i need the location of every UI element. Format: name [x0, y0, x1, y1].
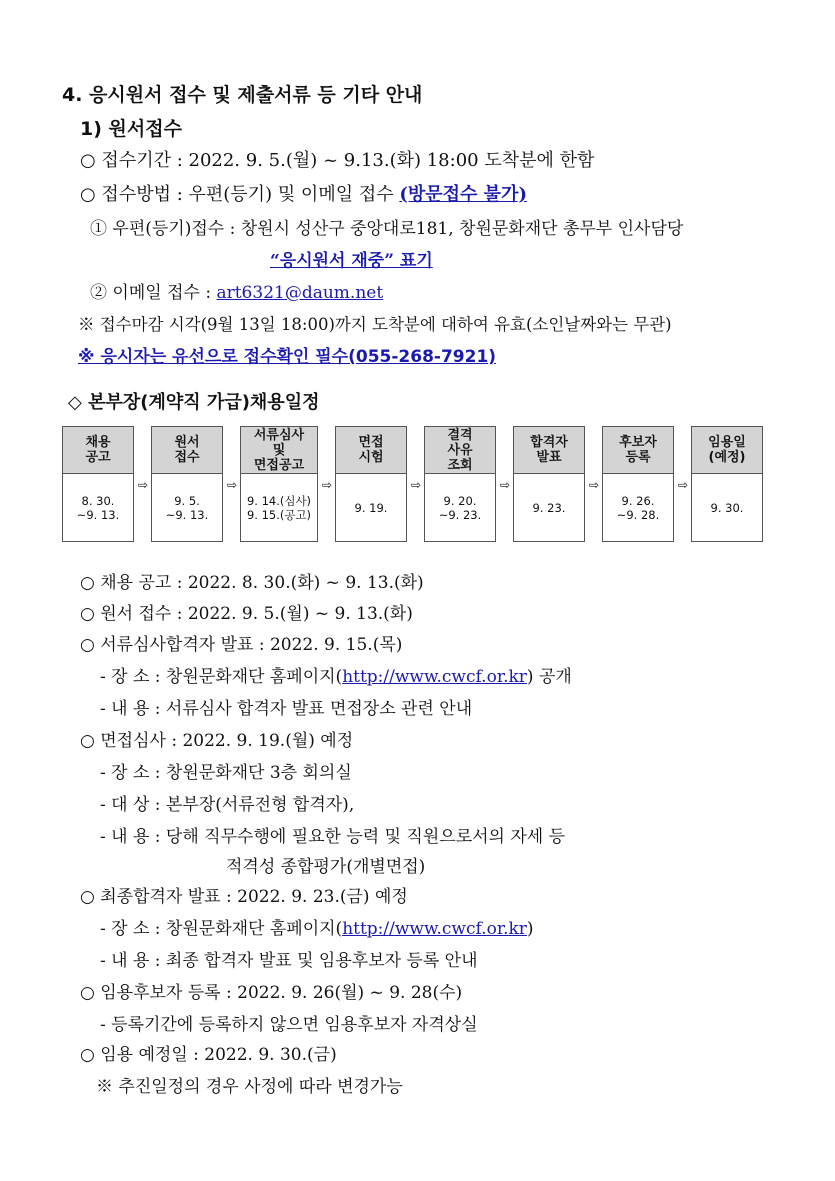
flow-step: [513, 426, 585, 548]
email-label: ② 이메일 접수 :: [90, 283, 212, 303]
section-title: 4. 응시원서 접수 및 제출서류 등 기타 안내: [62, 84, 423, 106]
schedule-title: ◇ 본부장(계약직 가급)채용일정: [68, 392, 320, 413]
period-value: 2022. 9. 5.(월) ~ 9.13.(화) 18:00 도착분에 한함: [188, 150, 595, 171]
detail-line: [100, 918, 534, 940]
method-note: (방문접수 불가): [399, 184, 527, 205]
detail-line: ○ 임용 예정일 : 2022. 9. 30.(금): [80, 1045, 337, 1065]
detail-text: - 장 소 : 창원문화재단 홈페이지(: [100, 919, 343, 939]
flow-step-date: 9. 5. ~9. 13.: [151, 474, 223, 542]
flow-step-date: 9. 30.: [691, 474, 763, 542]
detail-text: ): [526, 919, 534, 939]
flow-arrow-icon: ⇨: [499, 478, 511, 492]
period-line: [80, 150, 594, 172]
method-line: [80, 184, 527, 206]
flow-arrow-icon: ⇨: [410, 478, 422, 492]
flow-step: [151, 426, 223, 548]
flow-arrow-icon: ⇨: [321, 478, 333, 492]
detail-line: 적격성 종합평가(개별면접): [226, 857, 426, 877]
detail-line: ○ 서류심사합격자 발표 : 2022. 9. 15.(목): [80, 635, 403, 655]
flow-step-date: 9. 20. ~9. 23.: [424, 474, 496, 542]
method-label: ○ 접수방법 :: [80, 184, 183, 205]
detail-line: ○ 임용후보자 등록 : 2022. 9. 26(월) ~ 9. 28(수): [80, 983, 463, 1003]
deadline-note: ※ 접수마감 시각(9월 13일 18:00)까지 도착분에 대하여 유효(소인날짜와는 무관): [78, 315, 672, 334]
flow-step: [691, 426, 763, 548]
flow-step-label: 후보자 등록: [602, 426, 674, 474]
detail-line: ○ 최종합격자 발표 : 2022. 9. 23.(금) 예정: [80, 887, 408, 907]
phone-note: ※ 응시자는 유선으로 접수확인 필수(055-268-7921): [78, 347, 497, 367]
flow-step-date: 9. 14.(심사) 9. 15.(공고): [240, 474, 318, 542]
detail-line: [100, 666, 572, 688]
flow-arrow-icon: ⇨: [588, 478, 600, 492]
flow-step-label: 서류심사 및 면접공고: [240, 426, 318, 474]
detail-line: ※ 추진일정의 경우 사정에 따라 변경가능: [96, 1077, 403, 1097]
flow-step-date: 9. 19.: [335, 474, 407, 542]
detail-line: - 장 소 : 창원문화재단 3층 회의실: [100, 763, 352, 783]
detail-line: ○ 채용 공고 : 2022. 8. 30.(화) ~ 9. 13.(화): [80, 573, 424, 593]
schedule-flow: [62, 426, 762, 550]
flow-arrow-icon: ⇨: [137, 478, 149, 492]
email-line: [90, 282, 383, 304]
period-label: ○ 접수기간 :: [80, 150, 183, 171]
flow-arrow-icon: ⇨: [226, 478, 238, 492]
mail-line: ① 우편(등기)접수 : 창원시 성산구 중앙대로181, 창원문화재단 총무부 인사담당: [90, 219, 684, 239]
method-value: 우편(등기) 및 이메일 접수: [188, 184, 394, 205]
flow-step-label: 결격 사유 조회: [424, 426, 496, 474]
detail-text: - 장 소 : 창원문화재단 홈페이지(: [100, 667, 343, 687]
flow-step-date: 9. 26. ~9. 28.: [602, 474, 674, 542]
flow-step-label: 합격자 발표: [513, 426, 585, 474]
flow-step-label: 채용 공고: [62, 426, 134, 474]
homepage-link[interactable]: http://www.cwcf.or.kr: [342, 919, 527, 939]
flow-arrow-icon: ⇨: [677, 478, 689, 492]
email-link[interactable]: art6321@daum.net: [216, 283, 384, 303]
detail-text: ) 공개: [526, 667, 572, 687]
flow-step-label: 면접 시험: [335, 426, 407, 474]
homepage-link[interactable]: http://www.cwcf.or.kr: [342, 667, 527, 687]
flow-step-label: 임용일 (예정): [691, 426, 763, 474]
detail-line: ○ 원서 접수 : 2022. 9. 5.(월) ~ 9. 13.(화): [80, 604, 413, 624]
flow-step: [602, 426, 674, 548]
application-subtitle: 1) 원서접수: [80, 118, 182, 140]
flow-step-date: 8. 30. ~9. 13.: [62, 474, 134, 542]
detail-line: - 대 상 : 본부장(서류전형 합격자),: [100, 795, 355, 815]
mail-mark: “응시원서 재중” 표기: [270, 251, 433, 271]
flow-step: [62, 426, 134, 548]
detail-line: - 내 용 : 최종 합격자 발표 및 임용후보자 등록 안내: [100, 951, 478, 971]
detail-line: - 내 용 : 당해 직무수행에 필요한 능력 및 직원으로서의 자세 등: [100, 827, 566, 847]
flow-step: [240, 426, 318, 548]
flow-step-label: 원서 접수: [151, 426, 223, 474]
flow-step: [424, 426, 496, 548]
detail-line: - 등록기간에 등록하지 않으면 임용후보자 자격상실: [100, 1015, 478, 1035]
detail-line: ○ 면접심사 : 2022. 9. 19.(월) 예정: [80, 731, 354, 751]
flow-step-date: 9. 23.: [513, 474, 585, 542]
flow-step: [335, 426, 407, 548]
detail-line: - 내 용 : 서류심사 합격자 발표 면접장소 관련 안내: [100, 699, 473, 719]
